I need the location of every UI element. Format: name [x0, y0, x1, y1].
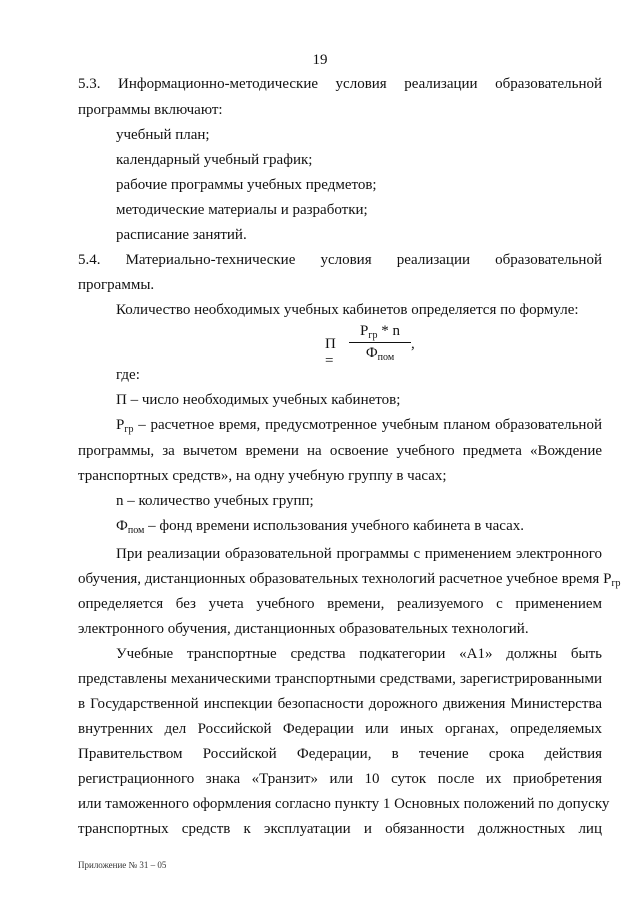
paragraph-line: При реализации образовательной программы с применением электронного [116, 546, 602, 562]
paragraph-line: транспортных средств», на одну учебную группу в часах; [78, 468, 447, 484]
formula-lhs: П = [325, 336, 336, 369]
paragraph-line: Количество необходимых учебных кабинетов определяется по формуле: [116, 302, 579, 318]
paragraph-line: представлены механическими транспортными средствами, зарегистрированными [78, 671, 602, 687]
footer-note: Приложение № 31 – 05 [78, 860, 167, 870]
paragraph-line: Правительством Российской Федерации, в течение срока действия [78, 746, 602, 762]
paragraph-line: программы включают: [78, 102, 223, 118]
fraction-bar [349, 342, 411, 343]
paragraph-line: транспортных средств к эксплуатации и обязанности должностных лиц [78, 821, 602, 837]
list-item: рабочие программы учебных предметов; [116, 177, 377, 193]
paragraph-line: программы. [78, 277, 155, 293]
paragraph-line: в Государственной инспекции безопасности дорожного движения Министерства [78, 696, 602, 712]
paragraph-line: определяется без учета учебного времени, реализуемого с применением [78, 596, 602, 612]
list-item: учебный план; [116, 127, 210, 143]
page-number: 19 [312, 52, 328, 68]
formula-numerator: $Р_{гр}$ * n [360, 323, 400, 341]
paragraph-line: или таможенного оформления согласно пункту 1 Основных положений по допуску [78, 796, 610, 812]
paragraph-line: $Р_{гр}$ – расчетное время, предусмотренное учебным планом образовательной [116, 417, 602, 435]
paragraph-line: где: [116, 367, 140, 383]
paragraph-line: электронного обучения, дистанционных образовательных технологий. [78, 621, 529, 637]
paragraph-line: внутренних дел Российской Федерации или иных органах, определяемых [78, 721, 602, 737]
paragraph-line: П – число необходимых учебных кабинетов; [116, 392, 401, 408]
list-item: методические материалы и разработки; [116, 202, 368, 218]
formula-fraction [349, 323, 411, 363]
paragraph-line: обучения, дистанционных образовательных технологий расчетное учебное время $Р_{гр}$ [78, 571, 621, 589]
paragraph-line: программы, за вычетом времени на освоение учебного предмета «Вождение [78, 443, 602, 459]
paragraph-line: n – количество учебных групп; [116, 493, 314, 509]
list-item: календарный учебный график; [116, 152, 313, 168]
formula-comma: , [411, 336, 415, 352]
paragraph-line: Учебные транспортные средства подкатегории «А1» должны быть [116, 646, 602, 662]
list-item: расписание занятий. [116, 227, 247, 243]
paragraph-line: регистрационного знака «Транзит» или 10 суток после их приобретения [78, 771, 602, 787]
paragraph-line: 5.3. Информационно-методические условия реализации образовательной [78, 76, 602, 92]
paragraph-line: $Ф_{пом}$ – фонд времени использования учебного кабинета в часах. [116, 518, 524, 536]
formula-denominator: $Ф_{пом}$ [365, 345, 395, 363]
paragraph-line: 5.4. Материально-технические условия реализации образовательной [78, 252, 602, 268]
